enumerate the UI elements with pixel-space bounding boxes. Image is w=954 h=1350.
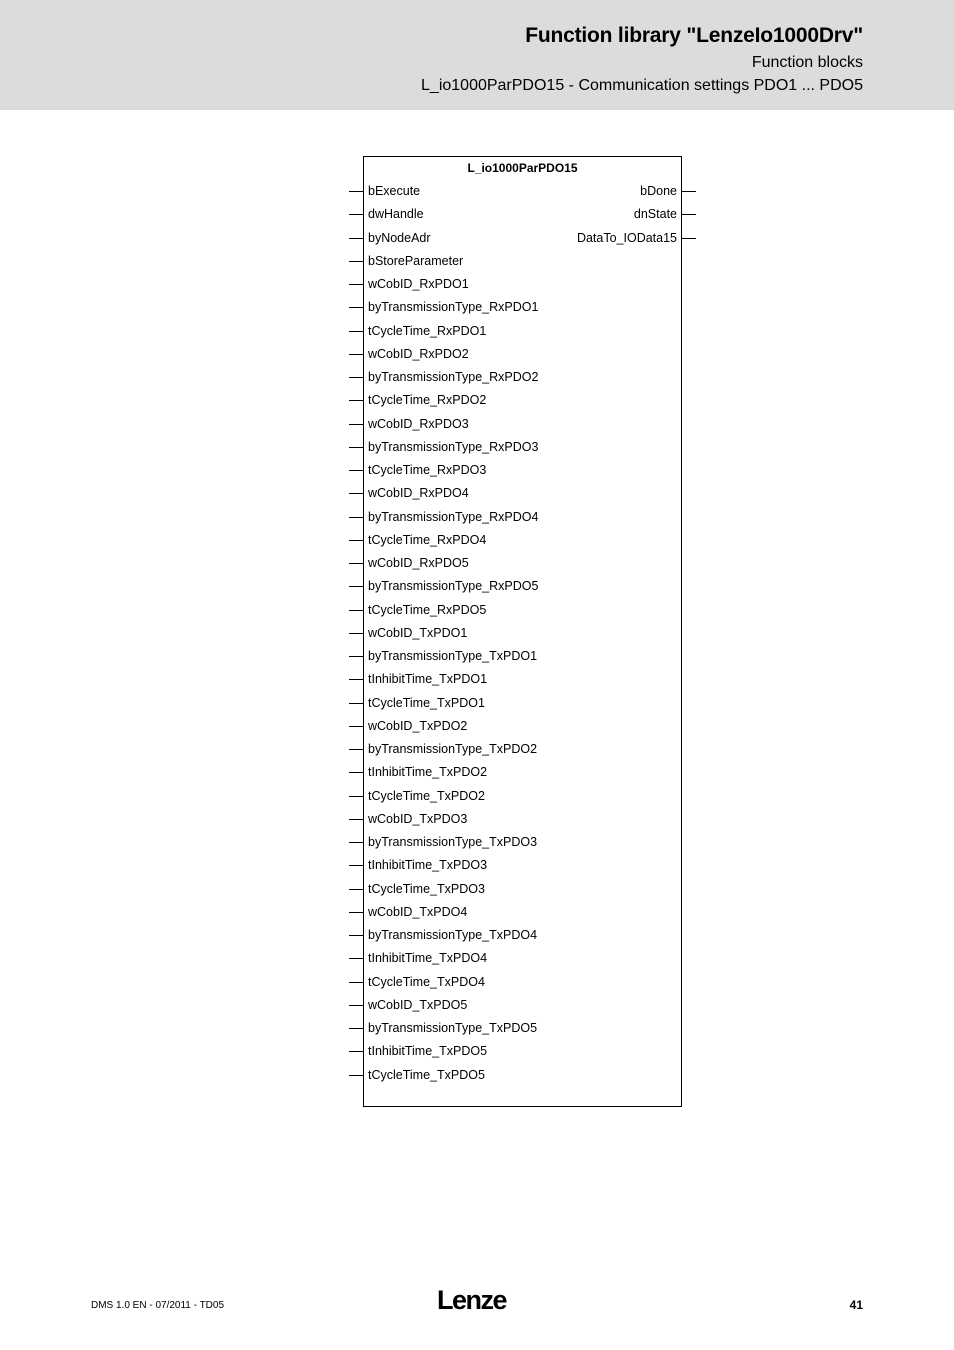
- input-pin: tInhibitTime_TxPDO3: [368, 858, 488, 873]
- input-pin: wCobID_TxPDO5: [368, 997, 468, 1012]
- input-pin: wCobID_RxPDO4: [368, 486, 469, 501]
- input-pin: byTransmissionType_TxPDO3: [368, 835, 538, 849]
- input-pin: tCycleTime_RxPDO3: [368, 463, 487, 477]
- input-pin: byTransmissionType_RxPDO4: [368, 509, 539, 524]
- output-pin: dnState: [633, 207, 677, 222]
- input-pin: tCycleTime_RxPDO1: [368, 323, 487, 338]
- input-pin: dwHandle: [368, 207, 424, 222]
- input-pin: tCycleTime_RxPDO4: [368, 532, 487, 547]
- input-pin: byTransmissionType_RxPDO1: [368, 300, 539, 315]
- function-block-name: L_io1000ParPDO15: [467, 161, 578, 175]
- input-pin: tCycleTime_TxPDO1: [368, 695, 485, 710]
- input-pin: wCobID_TxPDO1: [368, 625, 468, 640]
- input-pin: byTransmissionType_TxPDO1: [368, 649, 538, 663]
- input-pin: tInhibitTime_TxPDO2: [368, 765, 488, 780]
- input-pin: byTransmissionType_RxPDO5: [368, 579, 539, 594]
- document-id: DMS 1.0 EN - 07/2011 - TD05: [91, 1300, 225, 1311]
- section-title: L_io1000ParPDO15 - Communication settings PDO1 ... PDO5: [421, 77, 863, 94]
- input-pin: tCycleTime_RxPDO2: [368, 393, 487, 408]
- page-title: Function library "LenzeIo1000Drv": [525, 24, 863, 47]
- input-pin: byTransmissionType_TxPDO4: [368, 928, 538, 942]
- output-pin: DataTo_IOData15: [576, 230, 677, 245]
- function-block-diagram: [363, 156, 682, 1107]
- input-pin: tCycleTime_TxPDO5: [368, 1067, 485, 1082]
- page-number: 41: [849, 1298, 863, 1312]
- input-pin: tInhibitTime_TxPDO5: [368, 1044, 488, 1059]
- input-pin: wCobID_RxPDO2: [368, 346, 469, 361]
- page-subtitle: Function blocks: [751, 54, 863, 71]
- input-pin: byNodeAdr: [368, 230, 431, 245]
- input-pin: tInhibitTime_TxPDO1: [368, 672, 488, 687]
- input-pin: byTransmissionType_TxPDO2: [368, 742, 538, 756]
- input-pin: byTransmissionType_RxPDO2: [368, 370, 539, 384]
- input-pin: tCycleTime_RxPDO5: [368, 602, 487, 617]
- input-pin: tCycleTime_TxPDO4: [368, 974, 485, 989]
- input-pin: tCycleTime_TxPDO2: [368, 788, 485, 803]
- input-pin: bStoreParameter: [368, 253, 464, 268]
- input-pin: tCycleTime_TxPDO3: [368, 881, 485, 896]
- input-pin: wCobID_TxPDO3: [368, 811, 468, 826]
- lenze-logo: Lenze: [437, 1285, 507, 1315]
- input-pin: bExecute: [368, 184, 421, 198]
- input-pin: wCobID_RxPDO3: [368, 416, 469, 431]
- input-pin: wCobID_RxPDO5: [368, 556, 469, 570]
- input-pin: wCobID_RxPDO1: [368, 277, 469, 291]
- page-header: [0, 0, 954, 110]
- input-pin: tInhibitTime_TxPDO4: [368, 951, 488, 966]
- input-pin: wCobID_TxPDO4: [368, 904, 468, 919]
- output-pin: bDone: [640, 184, 677, 198]
- input-pin: wCobID_TxPDO2: [368, 718, 468, 733]
- input-pin: byTransmissionType_TxPDO5: [368, 1021, 538, 1035]
- input-pin: byTransmissionType_RxPDO3: [368, 439, 539, 454]
